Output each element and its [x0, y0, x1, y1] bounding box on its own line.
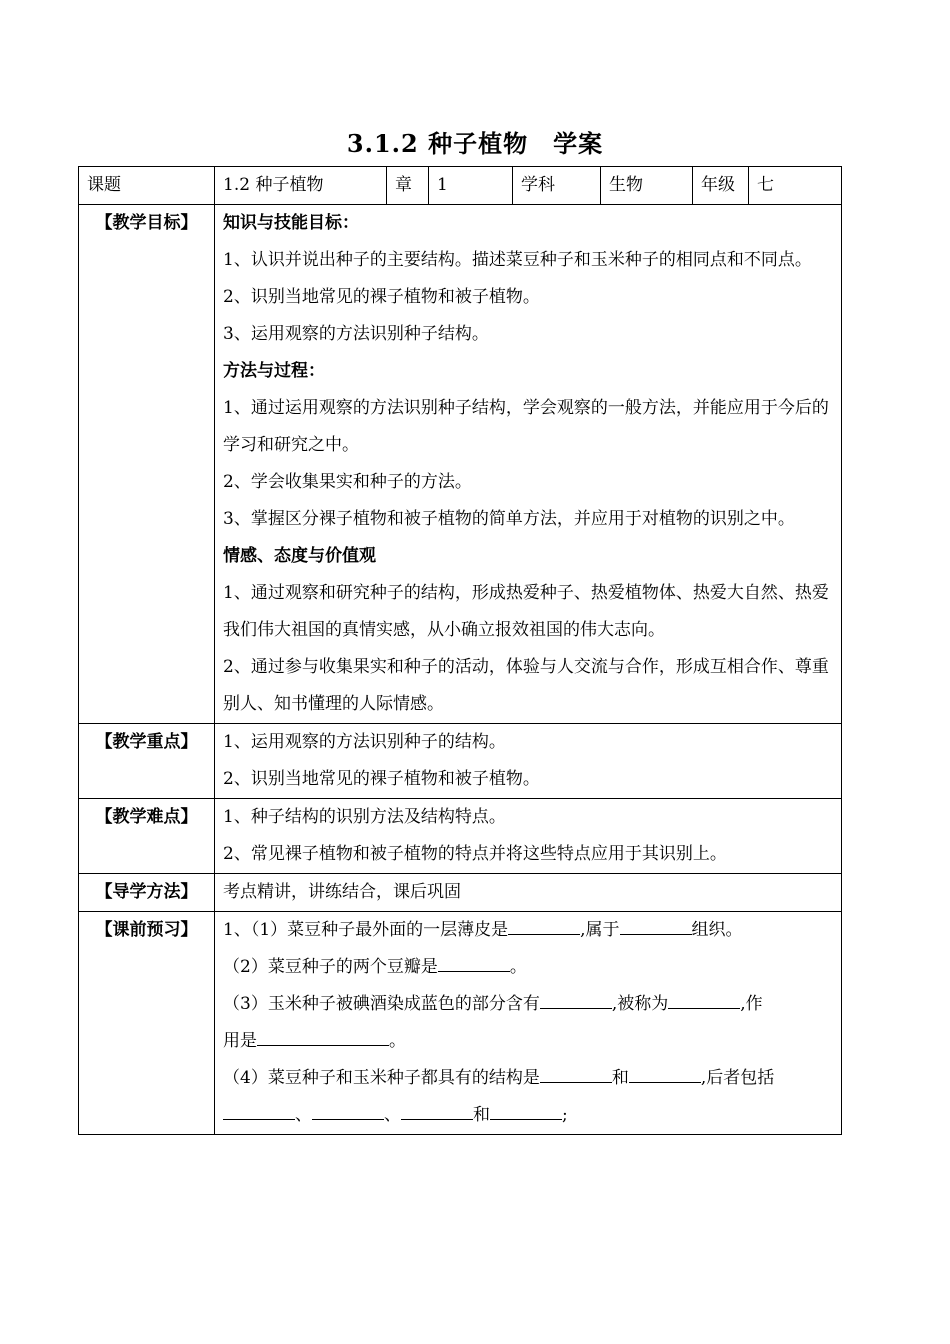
preview-row [79, 912, 842, 1135]
method-heading: 方法与过程： [223, 361, 325, 381]
lesson-plan-table [78, 166, 842, 1135]
method-guide-text: 考点精讲，讲练结合，课后巩固 [215, 874, 842, 912]
key-point-item: 1、运用观察的方法识别种子的结构。 [223, 732, 506, 752]
goal-item: 1、通过运用观察的方法识别种子结构，学会观察的一般方法，并能应用于今后的学习和研究之中。 [223, 398, 829, 455]
chapter-label: 章 [387, 167, 429, 205]
key-points-label: 【教学重点】 [79, 724, 215, 799]
answer-blank[interactable] [312, 1097, 384, 1120]
answer-blank[interactable] [490, 1097, 562, 1120]
method-guide-row [79, 874, 842, 912]
goal-item: 3、运用观察的方法识别种子结构。 [223, 324, 489, 344]
answer-blank[interactable] [540, 1060, 612, 1083]
header-row [79, 167, 842, 205]
method-guide-label: 【导学方法】 [79, 874, 215, 912]
difficulties-label: 【教学难点】 [79, 799, 215, 874]
topic-label: 课题 [79, 167, 215, 205]
goal-item: 2、学会收集果实和种子的方法。 [223, 472, 472, 492]
answer-blank[interactable] [257, 1023, 389, 1046]
goal-item: 1、通过观察和研究种子的结构，形成热爱种子、热爱植物体、热爱大自然、热爱我们伟大祖国的真情实感，从小确立报效祖国的伟大志向。 [223, 583, 829, 640]
goal-item: 2、识别当地常见的裸子植物和被子植物。 [223, 287, 540, 307]
grade-value: 七 [749, 167, 842, 205]
goals-row [79, 205, 842, 724]
answer-blank[interactable] [668, 986, 740, 1009]
answer-blank[interactable] [508, 912, 580, 935]
difficulty-item: 2、常见裸子植物和被子植物的特点并将这些特点应用于其识别上。 [223, 844, 727, 864]
preview-question-2: （2）菜豆种子的两个豆瓣是 。 [223, 949, 833, 986]
key-points-row [79, 724, 842, 799]
preview-question-3: （3）玉米种子被碘酒染成蓝色的部分含有 ,被称为 ,作 [223, 986, 833, 1023]
answer-blank[interactable] [629, 1060, 701, 1083]
goals-content [215, 205, 842, 724]
knowledge-heading: 知识与技能目标： [223, 213, 359, 233]
difficulties-row [79, 799, 842, 874]
goal-item: 1、认识并说出种子的主要结构。描述菜豆种子和玉米种子的相同点和不同点。 [223, 250, 812, 270]
chapter-value: 1 [429, 167, 513, 205]
goal-item: 2、通过参与收集果实和种子的活动，体验与人交流与合作，形成互相合作、尊重别人、知书懂理的人际情感。 [223, 657, 829, 714]
preview-question-4-cont: 、 、 和 ; [223, 1097, 833, 1134]
preview-question-3-cont: 用是 。 [223, 1023, 833, 1060]
answer-blank[interactable] [540, 986, 612, 1009]
page-title: 3.1.2 种子植物 学案 [346, 129, 604, 158]
preview-label: 【课前预习】 [79, 912, 215, 1135]
preview-question-1: 1、（1）菜豆种子最外面的一层薄皮是 ,属于 组织。 [223, 912, 833, 949]
emotion-heading: 情感、态度与价值观 [223, 546, 376, 566]
subject-value: 生物 [601, 167, 693, 205]
key-points-content [215, 724, 842, 799]
subject-label: 学科 [513, 167, 601, 205]
goal-item: 3、掌握区分裸子植物和被子植物的简单方法，并应用于对植物的识别之中。 [223, 509, 795, 529]
preview-question-4: （4）菜豆种子和玉米种子都具有的结构是 和 ,后者包括 [223, 1060, 833, 1097]
difficulties-content [215, 799, 842, 874]
preview-content [215, 912, 842, 1135]
topic-value: 1.2 种子植物 [215, 167, 387, 205]
difficulty-item: 1、种子结构的识别方法及结构特点。 [223, 807, 506, 827]
key-point-item: 2、识别当地常见的裸子植物和被子植物。 [223, 769, 540, 789]
goals-label: 【教学目标】 [79, 205, 215, 724]
answer-blank[interactable] [438, 949, 510, 972]
answer-blank[interactable] [401, 1097, 473, 1120]
answer-blank[interactable] [620, 912, 692, 935]
grade-label: 年级 [693, 167, 749, 205]
answer-blank[interactable] [223, 1097, 295, 1120]
